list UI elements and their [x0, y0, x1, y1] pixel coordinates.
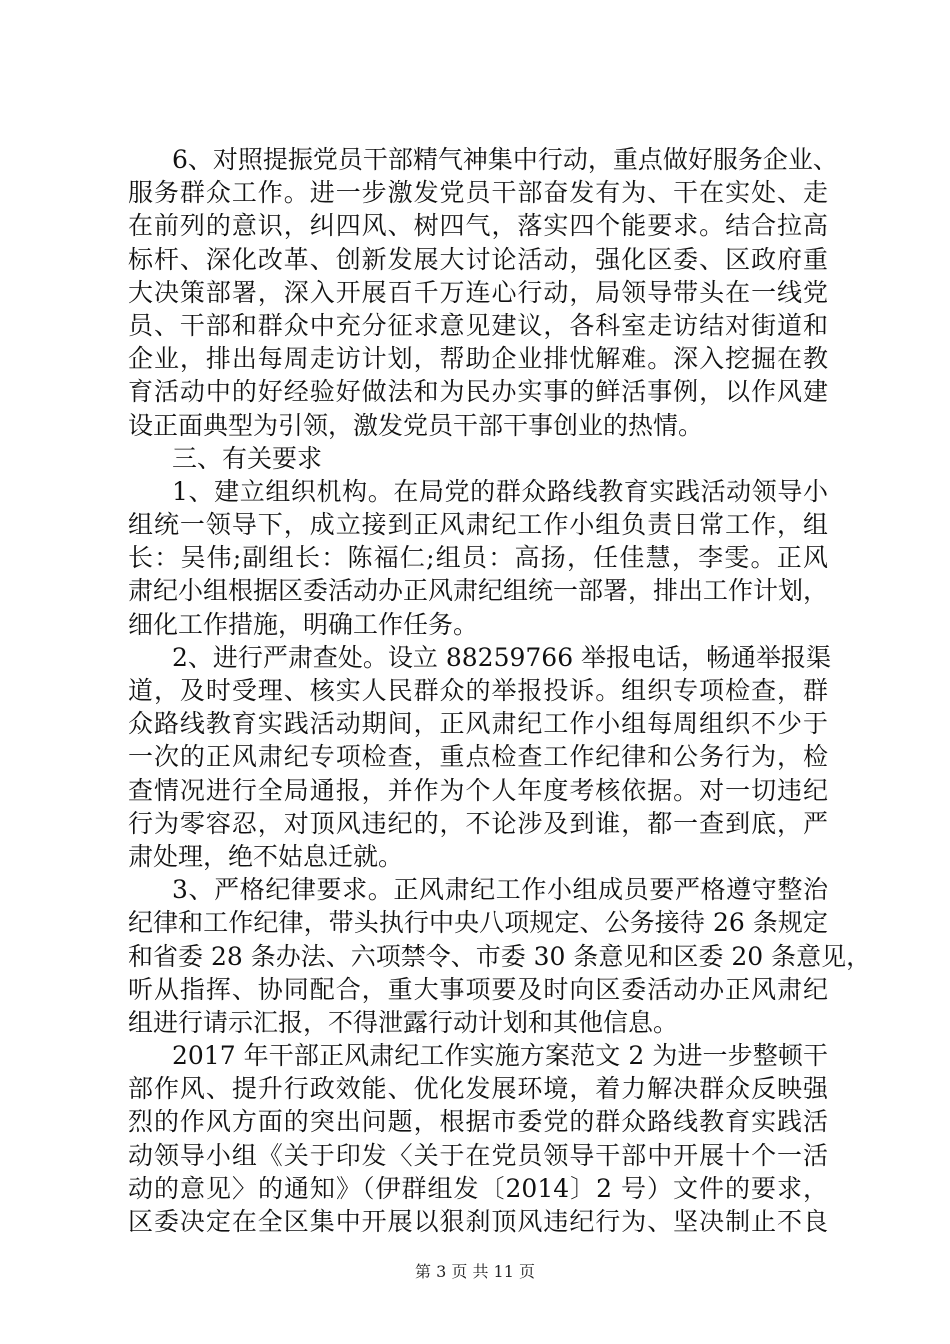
text-line: 肃纪小组根据区委活动办正风肃纪组统一部署，排出工作计划， — [128, 576, 829, 606]
text-line: 设正面典型为引领，激发党员干部干事创业的热情。 — [128, 410, 704, 440]
text-line: 1、建立组织机构。在局党的群众路线教育实践活动领导小 — [172, 476, 828, 506]
text-line: 和省委 28 条办法、六项禁令、市委 30 条意见和区委 20 条意见， — [128, 941, 872, 971]
text-line: 部作风、提升行政效能、优化发展环境，着力解决群众反映强 — [128, 1074, 828, 1104]
text-line: 动领导小组《关于印发〈关于在党员领导干部中开展十个一活 — [128, 1140, 828, 1170]
paragraph-item-1 — [128, 475, 828, 641]
text-line: 众路线教育实践活动期间，正风肃纪工作小组每周组织不少于 — [128, 709, 828, 739]
text-line: 听从指挥、协同配合，重大事项要及时向区委活动办正风肃纪 — [128, 974, 828, 1004]
text-line: 肃处理，绝不姑息迁就。 — [128, 841, 404, 871]
text-line: 大决策部署，深入开展百千万连心行动，局领导带头在一线党 — [128, 277, 828, 307]
text-line: 动的意见〉的通知》（伊群组发〔2014〕2 号）文件的要求， — [128, 1173, 828, 1203]
text-line: 组进行请示汇报，不得泄露行动计划和其他信息。 — [128, 1007, 679, 1037]
paragraph-item-2 — [128, 641, 832, 873]
paragraph-plan-2 — [128, 1039, 828, 1238]
section-heading: 三、有关要求 — [172, 443, 323, 473]
text-line: 一次的正风肃纪专项检查，重点检查工作纪律和公务行为，检 — [128, 742, 828, 772]
text-line: 6、对照提振党员干部精气神集中行动，重点做好服务企业、 — [172, 145, 838, 174]
text-line: 在前列的意识，纠四风、树四气，落实四个能要求。结合拉高 — [128, 211, 828, 241]
text-line: 2、进行严肃查处。设立 88259766 举报电话，畅通举报渠 — [172, 642, 832, 672]
document-body — [128, 143, 872, 1238]
text-line: 烈的作风方面的突出问题，根据市委党的群众路线教育实践活 — [128, 1107, 828, 1137]
text-line: 3、严格纪律要求。正风肃纪工作小组成员要严格遵守整治 — [172, 875, 828, 905]
text-line: 行为零容忍，对顶风违纪的，不论涉及到谁，都一查到底，严 — [128, 808, 828, 838]
text-line: 纪律和工作纪律，带头执行中央八项规定、公务接待 26 条规定 — [128, 908, 828, 938]
text-line: 组统一领导下，成立接到正风肃纪工作小组负责日常工作，组 — [128, 510, 828, 540]
text-line: 长：吴伟;副组长：陈福仁;组员：高扬，任佳慧，李雯。正风 — [128, 543, 828, 573]
paragraph-item-6 — [128, 143, 838, 442]
text-line: 细化工作措施，明确工作任务。 — [128, 609, 479, 639]
paragraph-item-3 — [128, 873, 872, 1039]
text-line: 员、干部和群众中充分征求意见建议，各科室走访结对街道和 — [128, 310, 828, 340]
text-line: 标杆、深化改革、创新发展大讨论活动，强化区委、区政府重 — [128, 244, 828, 274]
page-number: 第 3 页 共 11 页 — [415, 1262, 535, 1281]
text-line: 查情况进行全局通报，并作为个人年度考核依据。对一切违纪 — [128, 775, 828, 805]
text-line: 道，及时受理、核实人民群众的举报投诉。组织专项检查，群 — [128, 676, 828, 705]
section-heading-requirements — [128, 442, 828, 475]
text-line: 企业，排出每周走访计划，帮助企业排忧解难。深入挖掘在教 — [128, 344, 828, 374]
text-line: 育活动中的好经验好做法和为民办实事的鲜活事例，以作风建 — [128, 377, 828, 407]
text-line: 2017 年干部正风肃纪工作实施方案范文 2 为进一步整顿干 — [172, 1041, 828, 1071]
text-line: 服务群众工作。进一步激发党员干部奋发有为、干在实处、走 — [128, 178, 828, 208]
text-line: 区委决定在全区集中开展以狠刹顶风违纪行为、坚决制止不良 — [128, 1207, 828, 1236]
